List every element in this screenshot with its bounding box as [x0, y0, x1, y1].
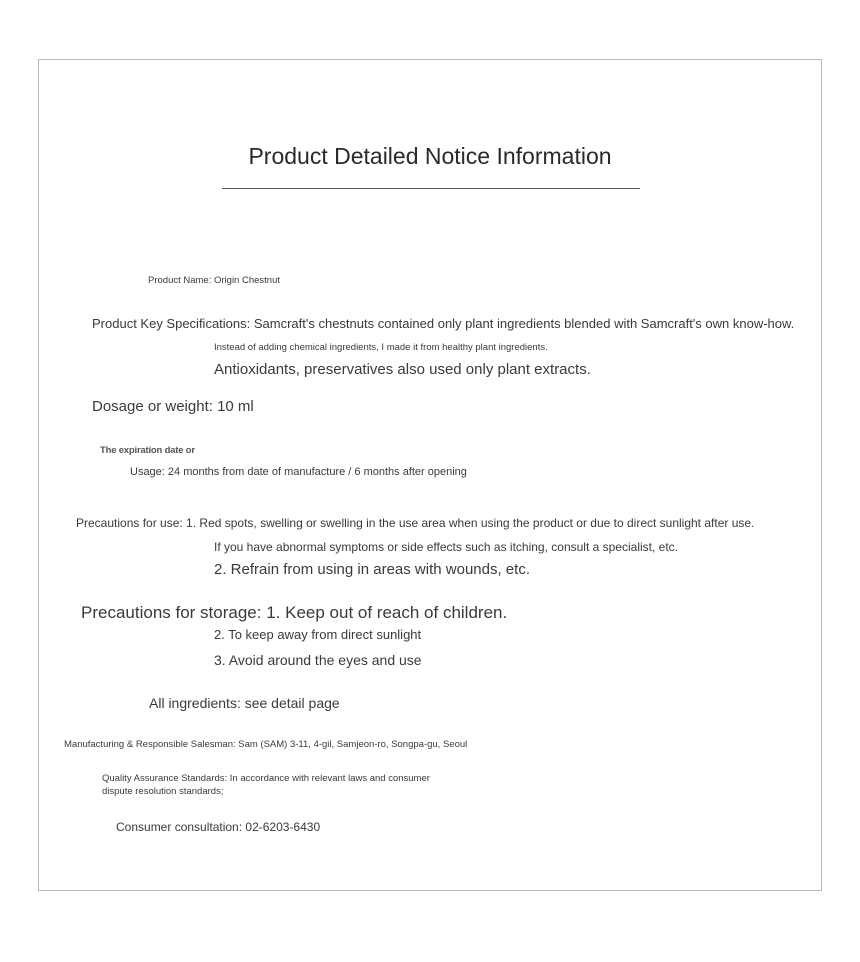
manufacturer: Manufacturing & Responsible Salesman: Sam (SAM) 3-11, 4-gil, Samjeon-ro, Songpa-gu, Seoul — [64, 739, 468, 750]
expiration-usage: Usage: 24 months from date of manufacture / 6 months after opening — [130, 466, 467, 478]
dosage: Dosage or weight: 10 ml — [92, 398, 254, 415]
key-specs-line3: Antioxidants, preservatives also used only plant extracts. — [214, 361, 591, 378]
precautions-storage-line3: 3. Avoid around the eyes and use — [214, 652, 422, 668]
precautions-use-line2: If you have abnormal symptoms or side effects such as itching, consult a specialist, etc. — [214, 540, 678, 554]
product-name: Product Name: Origin Chestnut — [148, 275, 281, 286]
page-title: Product Detailed Notice Information — [248, 143, 612, 169]
precautions-storage-line2: 2. To keep away from direct sunlight — [214, 627, 422, 642]
key-specs-line2: Instead of adding chemical ingredients, I made it from healthy plant ingredients. — [214, 342, 548, 353]
quality-assurance-line1: Quality Assurance Standards: In accordance with relevant laws and consumer — [102, 773, 430, 784]
quality-assurance-line2: dispute resolution standards; — [102, 786, 224, 797]
precautions-use-line1: Precautions for use: 1. Red spots, swelling or swelling in the use area when using the product or due to direct sunlight after use. — [76, 516, 755, 530]
consultation: Consumer consultation: 02-6203-6430 — [116, 820, 321, 834]
precautions-use-line3: 2. Refrain from using in areas with wounds, etc. — [214, 561, 530, 578]
precautions-storage-line1: Precautions for storage: 1. Keep out of reach of children. — [81, 603, 508, 622]
expiration-label: The expiration date or — [100, 445, 195, 456]
ingredients: All ingredients: see detail page — [149, 695, 340, 711]
key-specs-line1: Product Key Specifications: Samcraft's chestnuts contained only plant ingredients blended with Samcraft's own know-how. — [92, 316, 795, 331]
title-underline — [222, 188, 640, 189]
